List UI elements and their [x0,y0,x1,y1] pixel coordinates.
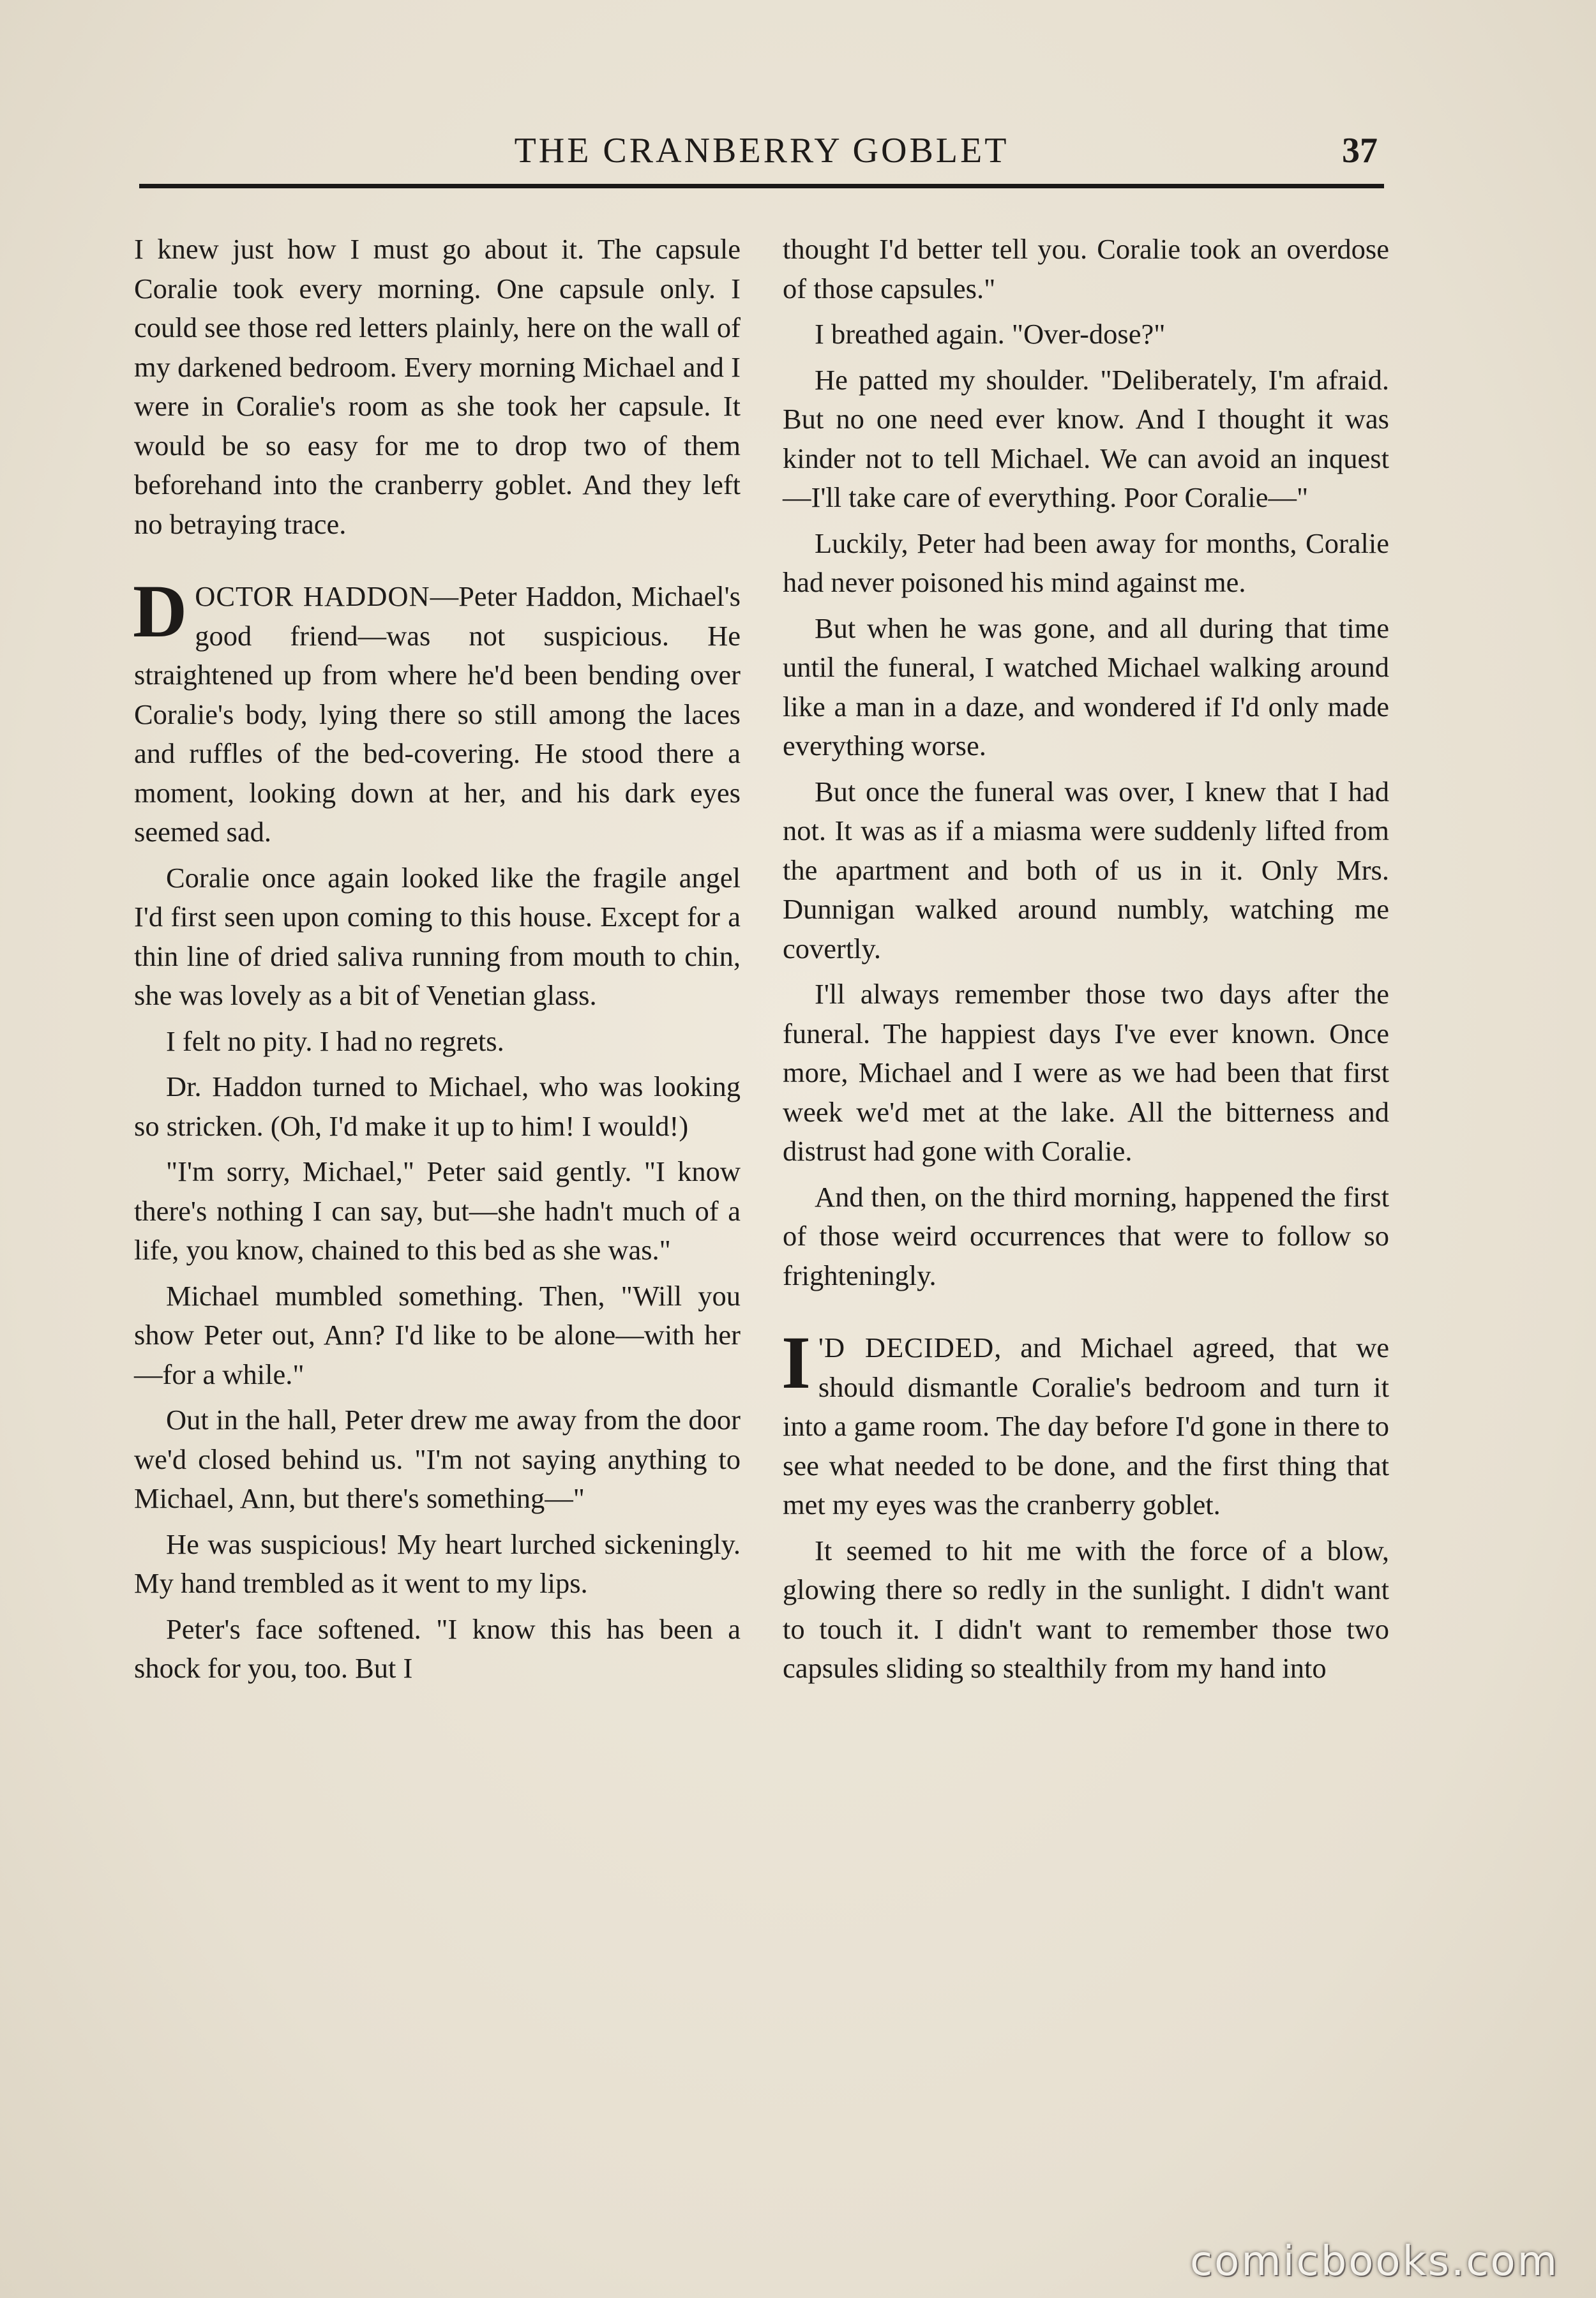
paragraph: He patted my shoulder. "Deliberately, I'm afraid. But no one need ever know. And I thought it was kinder not to tell Michael. We can avoid an inquest—I'll take care of everything. Poor Coralie—" [783,363,1389,513]
paragraph: And then, on the third morning, happened the first of those weird occurrences that were to follow so frighteningly. [783,1180,1389,1291]
lead-in: 'D DECIDED [818,1332,995,1363]
paragraph: Michael mumbled something. Then, "Will you show Peter out, Ann? I'd like to be alone—with her—for a while." [134,1279,741,1390]
paragraph: It seemed to hit me with the force of a blow, glowing there so redly in the sunlight. I didn't want to touch it. I didn't want to remember those two capsules sliding so stealthily from my hand into [783,1534,1389,1684]
paragraph: I'll always remember those two days after the funeral. The happiest days I've ever known. Once more, Michael and I were as we had been that first week we'd met at the lake. All the bitterness and distrust had gone with Coralie. [783,978,1389,1167]
page-header [139,125,1384,188]
section-opening-paragraph [133,569,741,852]
right-column [783,230,1389,1695]
lead-in: OCTOR HADDON [195,580,430,612]
paragraph-text: , and Michael agreed, that we should dismantle Coralie's bedroom and turn it into a game room. The day before I'd gone in there to see what needed to be done, and the first thing that met my eyes was the cranberry goblet. [783,1332,1389,1521]
watermark-logo: comicbooks.com [1189,2238,1559,2285]
paragraph: I breathed again. "Over-dose?" [815,318,1166,350]
paragraph: I felt no pity. I had no regrets. [166,1025,504,1057]
paragraph: He was suspicious! My heart lurched sickeningly. My hand trembled as it went to my lips. [134,1528,741,1599]
paragraph: thought I'd better tell you. Coralie took an overdose of those capsules." [783,233,1389,304]
paragraph-text: —Peter Haddon, Michael's good friend—was not suspicious. He straightened up from where he'd been bending over Coralie's body, lying there so still among the laces and ruffles of the bed-covering. He stood there a moment, looking down at her, and his dark eyes seemed sad. [134,580,741,848]
paragraph: I knew just how I must go about it. The capsule Coralie took every morning. One capsule only. I could see those red letters plainly, here on the wall of my darkened bedroom. Every morning Michael and I were in Coralie's room as she took her capsule. It would be so easy for me to drop two of them beforehand into the cranberry goblet. And they left no betraying trace. [134,233,741,540]
paragraph: "I'm sorry, Michael," Peter said gently. "I know there's nothing I can say, but—she hadn't much of a life, you know, chained to this bed as she was." [134,1155,741,1266]
drop-cap: D [133,569,188,653]
left-column [134,230,741,1695]
paragraph: But once the funeral was over, I knew that I had not. It was as if a miasma were suddenly lifted from the apartment and both of us in it. Only Mrs. Dunnigan walked around numbly, watching me covertly. [783,775,1389,965]
paragraph: Luckily, Peter had been away for months, Coralie had never poisoned his mind against me. [783,527,1389,598]
paragraph: Peter's face softened. "I know this has been a shock for you, too. But I [134,1612,741,1684]
paragraph: Coralie once again looked like the fragile angel I'd first seen upon coming to this house. Except for a thin line of dried saliva running from mouth to chin, she was lovely as a bit of Venetian glass. [134,861,741,1011]
paragraph: But when he was gone, and all during that time until the funeral, I watched Michael walking around like a man in a daze, and wondered if I'd only made everything worse. [783,612,1389,762]
paragraph: Out in the hall, Peter drew me away from the door we'd closed behind us. "I'm not saying anything to Michael, Ann, but there's something—" [134,1404,741,1514]
running-title: THE CRANBERRY GOBLET [514,131,1009,170]
paragraph: Dr. Haddon turned to Michael, who was looking so stricken. (Oh, I'd make it up to him! I would!) [134,1070,741,1142]
page-number: 37 [1342,131,1378,170]
drop-cap: I [781,1321,811,1404]
section-opening-paragraph [781,1321,1389,1525]
